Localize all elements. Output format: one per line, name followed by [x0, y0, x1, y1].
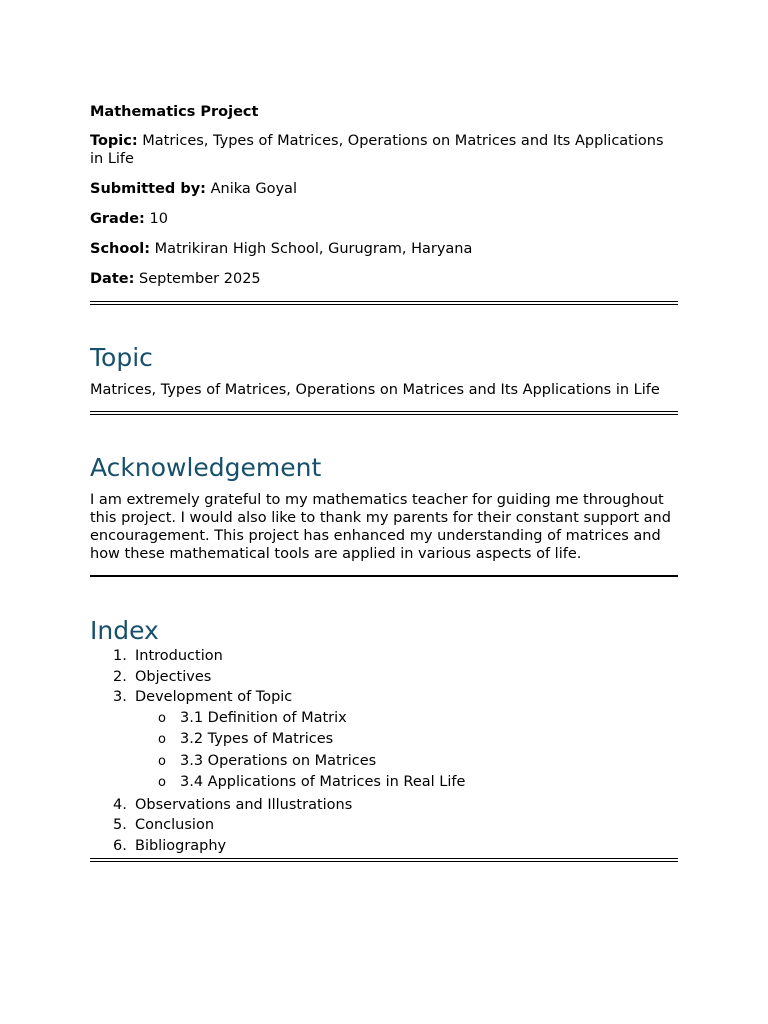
- grade-label: Grade:: [90, 211, 145, 227]
- topic-heading: Topic: [90, 343, 153, 372]
- index-item-number: 4.: [113, 796, 127, 813]
- index-item-number: 6.: [113, 837, 127, 854]
- project-title: [90, 103, 678, 121]
- grade-line: [90, 210, 678, 228]
- school-line: [90, 240, 678, 258]
- index-item-label: Bibliography: [135, 837, 227, 854]
- grade-value: 10: [144, 211, 168, 227]
- submitted-by-value: Anika Goyal: [205, 181, 297, 197]
- index-subitem: [158, 708, 678, 730]
- bullet-icon: o: [158, 710, 166, 726]
- school-label: School:: [90, 241, 151, 257]
- acknowledgement-text: I am extremely grateful to my mathematics teacher for guiding me throughout this project. I would also like to thank my parents for their constant support and encouragement. This project has enhanced my understanding of matrices and how these mathematical tools are applied in various aspects of life.: [90, 492, 671, 562]
- date-value: September 2025: [134, 271, 261, 287]
- submitted-by-label: Submitted by:: [90, 181, 206, 197]
- index-item: [113, 687, 678, 794]
- divider-index: [90, 858, 678, 862]
- submitted-by-line: [90, 180, 678, 198]
- topic-text: Matrices, Types of Matrices, Operations on Matrices and Its Applications in Life: [90, 382, 660, 398]
- topic-line: [90, 132, 678, 168]
- index-item-number: 1.: [113, 648, 127, 664]
- school-value: Matrikiran High School, Gurugram, Haryana: [150, 241, 473, 257]
- index-subitem-label: 3.1 Definition of Matrix: [180, 709, 347, 726]
- index-item: [113, 795, 678, 816]
- index-subitem-label: 3.2 Types of Matrices: [180, 731, 334, 747]
- index-list: [90, 646, 678, 856]
- date-label: Date:: [90, 271, 135, 287]
- topic-label: Topic:: [90, 133, 138, 149]
- index-item: [113, 815, 678, 836]
- index-subitem-label: 3.3 Operations on Matrices: [180, 752, 377, 769]
- index-item-label: Objectives: [135, 668, 212, 685]
- index-item-label: Conclusion: [135, 817, 215, 833]
- index-subitem: [158, 772, 678, 794]
- index-item-number: 2.: [113, 668, 127, 685]
- bullet-icon: o: [158, 775, 166, 790]
- date-line: [90, 270, 678, 288]
- index-subitem: [158, 729, 678, 751]
- index-item: [113, 667, 678, 688]
- topic-value: Matrices, Types of Matrices, Operations on Matrices and Its Applications in Life: [90, 133, 664, 167]
- index-item-label: Introduction: [135, 648, 223, 664]
- index-subitem: [158, 751, 678, 773]
- index-item: [113, 836, 678, 857]
- index-item-label: Development of Topic: [135, 689, 293, 705]
- index-item-number: 5.: [113, 817, 127, 833]
- index-subitem-label: 3.4 Applications of Matrices in Real Life: [180, 774, 466, 790]
- document-page: [90, 103, 678, 862]
- index-heading: Index: [90, 616, 159, 645]
- acknowledgement-heading: Acknowledgement: [90, 453, 322, 482]
- index-item-number: 3.: [113, 689, 127, 705]
- bullet-icon: o: [158, 732, 166, 747]
- bullet-icon: o: [158, 753, 166, 769]
- index-sublist: [135, 708, 678, 794]
- project-title-text: Mathematics Project: [90, 104, 259, 120]
- index-item: [113, 646, 678, 667]
- index-item-label: Observations and Illustrations: [135, 796, 353, 813]
